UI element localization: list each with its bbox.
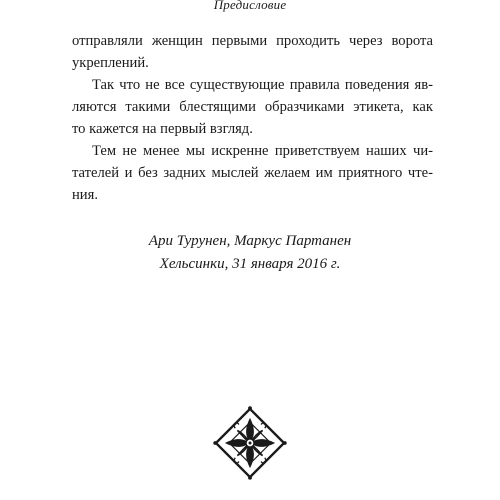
body-line: ляются такими блестящими образчиками этикета, как [72,99,433,115]
body-line: ния. [72,187,98,203]
signature-block [0,230,500,276]
body-line: тателей и без задних мыслей желаем им приятного чте- [72,165,433,181]
body-line: Так что не все существующие правила поведения яв- [92,77,433,93]
place-date: Хельсинки, 31 января 2016 г. [159,256,341,272]
authors: Ари Турунен, Маркус Партанен [148,233,352,249]
running-header: Предисловие [213,0,287,12]
body-text [72,30,433,206]
floral-ornament-icon [213,406,287,480]
body-line: отправляли женщин первыми проходить через ворота [72,33,433,49]
body-line: укреплений. [72,55,149,71]
body-line: Тем не менее мы искренне приветствуем наших чи- [92,143,433,159]
body-line: то кажется на первый взгляд. [72,121,253,137]
